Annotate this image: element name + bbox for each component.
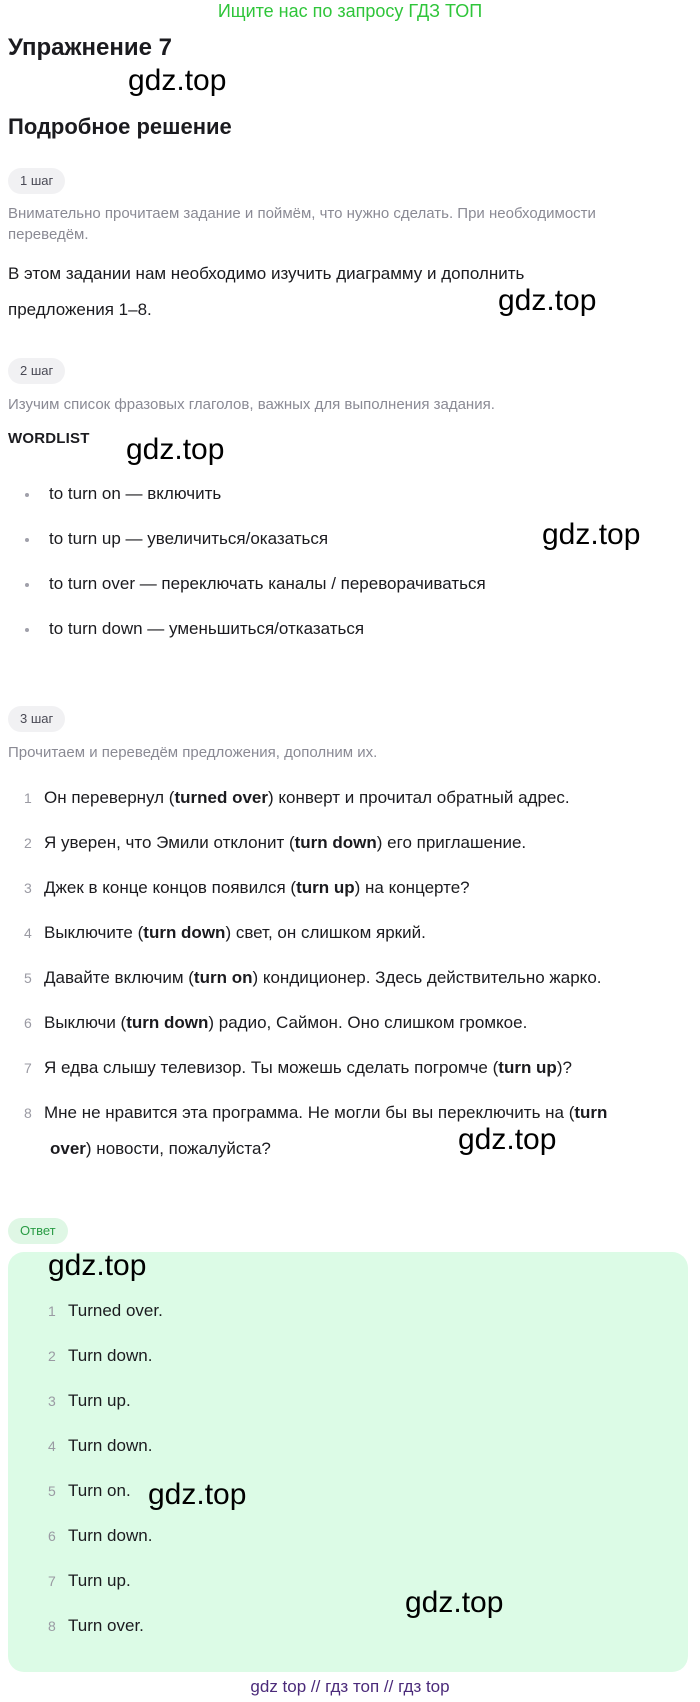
page-title: Упражнение 7 [8,34,172,61]
watermark: gdz.top [48,1249,147,1282]
watermark: gdz.top [542,518,641,551]
item-number: 2 [48,1348,56,1364]
sentence-item [8,780,658,816]
wordlist-title: WORDLIST [8,430,90,447]
answer-item [8,1428,658,1473]
answer-item [8,1563,658,1608]
answer-badge: Ответ [8,1218,68,1244]
sentence-text: ) свет, он слишком яркий. [225,923,426,942]
watermark: gdz.top [498,284,597,317]
section-title: Подробное решение [8,114,232,139]
answer-text: Turn down. [68,1526,153,1545]
answer-text: Turn up. [68,1571,131,1590]
sentence-text: ) его приглашение. [376,833,527,852]
sentence-answer: turn down [126,1013,209,1032]
answer-item [8,1293,658,1338]
item-number: 5 [24,970,32,986]
sentence-item [8,1095,658,1167]
step3-hint: Прочитаем и переведём предложения, дополним их. [8,744,378,761]
answer-text: Turned over. [68,1301,163,1320]
sentence-item [8,915,658,951]
answer-item [8,1383,658,1428]
answer-item [8,1338,658,1383]
step-badge-2: 2 шаг [8,358,65,384]
step1-text-line2: предложения 1–8. [8,300,152,319]
watermark: gdz.top [128,64,227,97]
sentence-text: Я уверен, что Эмили отклонит ( [44,833,295,852]
sentence-text: Я едва слышу телевизор. Ты можешь сделать погромче ( [44,1058,499,1077]
sentence-list [8,780,658,1176]
sentence-answer: turn up [296,878,355,897]
item-number: 8 [24,1105,32,1121]
answer-text: Turn over. [68,1616,144,1635]
item-number: 3 [48,1393,56,1409]
step1-hint: Внимательно прочитаем задание и поймём, что нужно сделать. При необходимости переведём. [8,205,596,243]
step-badge-3: 3 шаг [8,706,65,732]
sentence-text: Мне не нравится эта программа. Не могли бы вы переключить на ( [44,1103,575,1122]
sentence-item [8,870,658,906]
item-number: 3 [24,880,32,896]
answer-text: Turn down. [68,1346,153,1365]
sentence-text: )? [556,1058,572,1077]
answer-text: Turn on. [68,1481,131,1500]
wordlist-item: to turn on — включить [22,476,662,521]
sentence-item [8,960,658,996]
item-number: 1 [24,790,32,806]
item-number: 6 [48,1528,56,1544]
sentence-item [8,1050,658,1086]
wordlist [22,476,662,656]
answer-item [8,1473,658,1518]
footer-links[interactable]: gdz top // гдз топ // гдз top [250,1677,450,1696]
item-number: 7 [48,1573,56,1589]
item-number: 4 [48,1438,56,1454]
sentence-answer: turned over [174,788,269,807]
watermark: gdz.top [126,433,225,466]
step2-hint: Изучим список фразовых глаголов, важных для выполнения задания. [8,396,495,413]
sentence-text: Выключи ( [44,1013,127,1032]
sentence-answer: turn [574,1103,608,1122]
sentence-item [8,1005,658,1041]
sentence-text: Он перевернул ( [44,788,175,807]
step1-text-line1: В этом задании нам необходимо изучить диаграмму и дополнить [8,264,525,283]
sentence-answer: turn on [193,968,253,987]
search-banner[interactable]: Ищите нас по запросу ГДЗ ТОП [217,1,483,21]
answer-item [8,1608,658,1653]
wordlist-item: to turn down — уменьшиться/отказаться [22,611,662,656]
sentence-answer: turn down [294,833,377,852]
item-number: 8 [48,1618,56,1634]
item-number: 2 [24,835,32,851]
watermark: gdz.top [458,1123,557,1156]
wordlist-item: to turn over — переключать каналы / переворачиваться [22,566,662,611]
item-number: 4 [24,925,32,941]
answer-item [8,1518,658,1563]
wordlist-item: to turn up — увеличиться/оказаться [22,521,662,566]
item-number: 6 [24,1015,32,1031]
item-number: 1 [48,1303,56,1319]
answer-text: Turn down. [68,1436,153,1455]
watermark: gdz.top [405,1586,504,1619]
sentence-text: ) кондиционер. Здесь действительно жарко. [252,968,602,987]
sentence-item [8,825,658,861]
item-number: 7 [24,1060,32,1076]
sentence-answer: over [50,1139,86,1158]
answer-list [8,1293,658,1653]
sentence-text: Выключите ( [44,923,144,942]
sentence-text: Джек в конце концов появился ( [44,878,297,897]
answer-text: Turn up. [68,1391,131,1410]
watermark: gdz.top [148,1478,247,1511]
sentence-answer: turn down [143,923,226,942]
sentence-answer: turn up [498,1058,557,1077]
sentence-text: Давайте включим ( [44,968,194,987]
sentence-text: ) конверт и прочитал обратный адрес. [268,788,570,807]
step-badge-1: 1 шаг [8,168,65,194]
sentence-text: ) на концерте? [354,878,470,897]
sentence-text: ) новости, пожалуйста? [85,1139,271,1158]
item-number: 5 [48,1483,56,1499]
sentence-text: ) радио, Саймон. Оно слишком громкое. [208,1013,528,1032]
